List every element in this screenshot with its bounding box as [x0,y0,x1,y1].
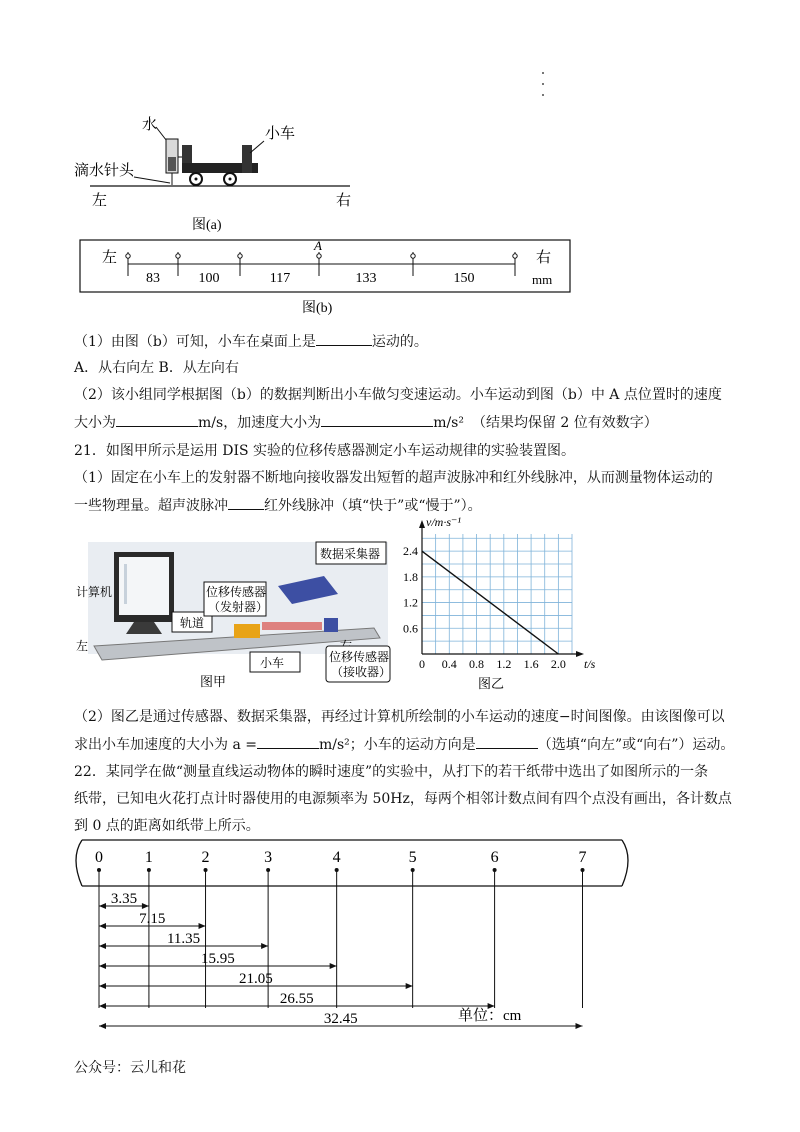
cart-pointer [250,141,264,153]
q20-p1-text: （1）由图（b）可知，小车在桌面上是 [74,334,316,350]
label-left: 左 [76,639,89,653]
fig-b-left-label: 左 [102,250,118,266]
q20-p2-b: 大小为 [74,415,116,431]
tape-unit: 单位：cm [458,1008,522,1024]
y-tick-label: 0.6 [403,621,418,636]
distance-label: 15.95 [200,951,235,967]
distance-label: 21.05 [238,971,273,987]
tape-dot-5 [513,254,517,258]
label-collector: 数据采集器 [320,547,381,561]
chart-grid [422,534,572,654]
distance-arrow-right [576,1023,583,1029]
q20-part2-line2 [74,412,658,433]
distance-arrow-left [99,983,106,989]
q21-part1-line2 [74,495,482,516]
chart-title: 图乙 [478,676,505,691]
distance-arrow-left [99,1023,106,1029]
signal-beam [262,622,322,630]
q21-answer-blank-3[interactable] [476,734,538,749]
segment-label: 117 [269,271,291,286]
x-axis-arrow [576,651,584,657]
q20-answer-blank-1[interactable] [316,331,372,346]
segment-label: 133 [355,271,377,286]
q20-part2-line1: （2）该小组同学根据图（b）的数据判断出小车做匀变速运动。小车运动到图（b）中 A 点位置时的速度 [74,387,722,403]
tape-point-label: 2 [201,849,210,866]
water-fill [168,157,176,171]
y-axis-arrow [419,520,425,528]
q22-paper-tape [60,836,640,1032]
q21-p1-b: 一些物理量。超声波脉冲 [74,498,228,514]
q21-answer-blank-2[interactable] [257,734,319,749]
q21-p2-b: 求出小车加速度的大小为 a = [74,737,257,753]
distance-arrow-left [99,1003,106,1009]
tape-point-label: 3 [264,849,273,866]
q21-unit-a: m/s² [318,737,350,753]
q21-p2-c: ；小车的运动方向是 [349,737,476,753]
distance-arrow-left [99,963,106,969]
segment-label: 83 [146,271,160,286]
q20-p1-end: 运动的。 [371,334,428,350]
tape-point-label: 0 [95,849,103,866]
footer-text: 公众号：云儿和花 [74,1060,186,1076]
label-computer: 计算机 [76,585,113,599]
x-tick-label: 2.0 [550,657,566,671]
fig-a-dripper-label: 滴水针头 [74,163,135,179]
tape-dot-4 [411,254,415,258]
tape-point-label: 7 [578,849,587,866]
fig-a-caption: 图(a) [192,218,222,233]
point-a-label: A [314,238,322,253]
tape-dot-1 [176,254,180,258]
label-cart: 小车 [260,656,285,670]
q20-part1 [74,331,428,352]
label-track: 轨道 [180,616,205,630]
q21-p2-d: （选填“向左”或“向右”）运动。 [537,737,735,753]
segment-label: 150 [453,271,475,286]
q22-line2: 纸带，已知电火花打点计时器使用的电源频率为 50Hz，每两个相邻计数点间有四个点没有画出，各计数点 [74,791,732,807]
q20-p2-c: ，加速度大小为 [223,415,322,431]
y-tick-label: 2.4 [403,544,418,559]
figure-a [70,105,370,235]
distance-arrow-right [142,903,149,909]
q20-unit-a: m/s² [433,415,464,431]
tape-dot-3 [317,254,321,258]
fig-b-right-label: 右 [536,250,552,266]
distance-label: 11.35 [166,931,201,947]
y-axis-label: v/m·s⁻¹ [426,515,461,529]
fig-a-water-label: 水 [142,117,158,133]
distance-arrow-right [406,983,413,989]
distance-label: 7.15 [139,911,166,927]
x-tick-label: 1.6 [523,657,539,671]
fig-a-cart-label: 小车 [265,126,296,142]
q21-part2-line2 [74,734,734,755]
tape-point-label: 4 [332,849,341,866]
distance-label: 26.55 [279,991,314,1007]
q20-answer-blank-2[interactable] [116,412,198,427]
q21-p1-c: 红外线脉冲（填“快于”或“慢于”）。 [264,498,482,514]
q20-answer-blank-3[interactable] [321,412,433,427]
label-receiver: 位移传感器 [329,650,390,664]
x-tick-label: 0.4 [441,657,457,671]
q20-p2-d: （结果均保留 2 位有效数字） [471,415,658,431]
receiver-device [324,618,338,632]
y-tick-label: 1.8 [403,569,418,584]
q21-title: 21．如图甲所示是运用 DIS 实验的位移传感器测定小车运动规律的实验装置图。 [74,443,576,459]
label-receiver-sub: （接收器） [331,665,392,679]
tape-point-label: 5 [408,849,417,866]
cart-on-track [234,624,260,638]
q20-unit-v: m/s [198,415,224,431]
decorative-dots [542,72,546,105]
figure-yi-chart [396,515,596,692]
tape-point-label: 6 [490,849,499,866]
distance-label: 3.35 [110,891,138,907]
distance-arrow-left [99,903,106,909]
label-sender-sub: （发射器） [208,600,269,614]
figure-jia [74,534,394,694]
q22-line3: 到 0 点的距离如纸带上所示。 [74,818,260,834]
dripper-pointer [134,177,170,183]
q21-part2-line1: （2）图乙是通过传感器、数据采集器，再经过计算机所绘制的小车运动的速度−时间图像。由该图像可以 [74,709,725,725]
fig-jia-caption: 图甲 [200,674,227,689]
cart-rear-plate [242,145,252,173]
distance-arrow-right [199,923,206,929]
monitor-screen-bar [124,564,127,604]
tape-dot-0 [126,254,130,258]
q22-line1: 22．某同学在做“测量直线运动物体的瞬时速度”的实验中，从打下的若干纸带中选出了如图所示的一条 [74,764,709,780]
x-axis-label: t/s [584,657,596,671]
tape-dot-2 [238,254,242,258]
x-tick-label: 0.8 [469,657,485,671]
distance-arrow-left [99,923,106,929]
x-tick-label: 1.2 [496,657,512,671]
q20-options: A．从右向左 B．从左向右 [74,360,239,376]
distance-arrow-right [330,963,337,969]
label-sender: 位移传感器 [206,585,267,599]
distance-label: 32.45 [323,1011,358,1027]
cart-axle-1 [195,178,198,181]
fig-b-unit: mm [532,272,553,287]
tape-right-edge [622,840,628,886]
q21-answer-blank-1[interactable] [228,495,264,510]
cart-axle-2 [229,178,232,181]
tape-point-label: 1 [144,849,153,866]
tape-left-edge [76,840,82,886]
distance-arrow-right [261,943,268,949]
fig-b-caption: 图(b) [302,301,333,316]
distance-arrow-left [99,943,106,949]
y-tick-label: 1.2 [403,595,418,610]
fig-a-right-label: 右 [336,193,352,209]
fig-a-left-label: 左 [92,193,108,209]
x-tick-label: 0 [419,657,425,671]
figure-b [70,236,580,320]
q21-part1-line1: （1）固定在小车上的发射器不断地向接收器发出短暂的超声波脉冲和红外线脉冲，从而测量物体运动的 [74,470,713,486]
segment-label: 100 [198,271,220,286]
